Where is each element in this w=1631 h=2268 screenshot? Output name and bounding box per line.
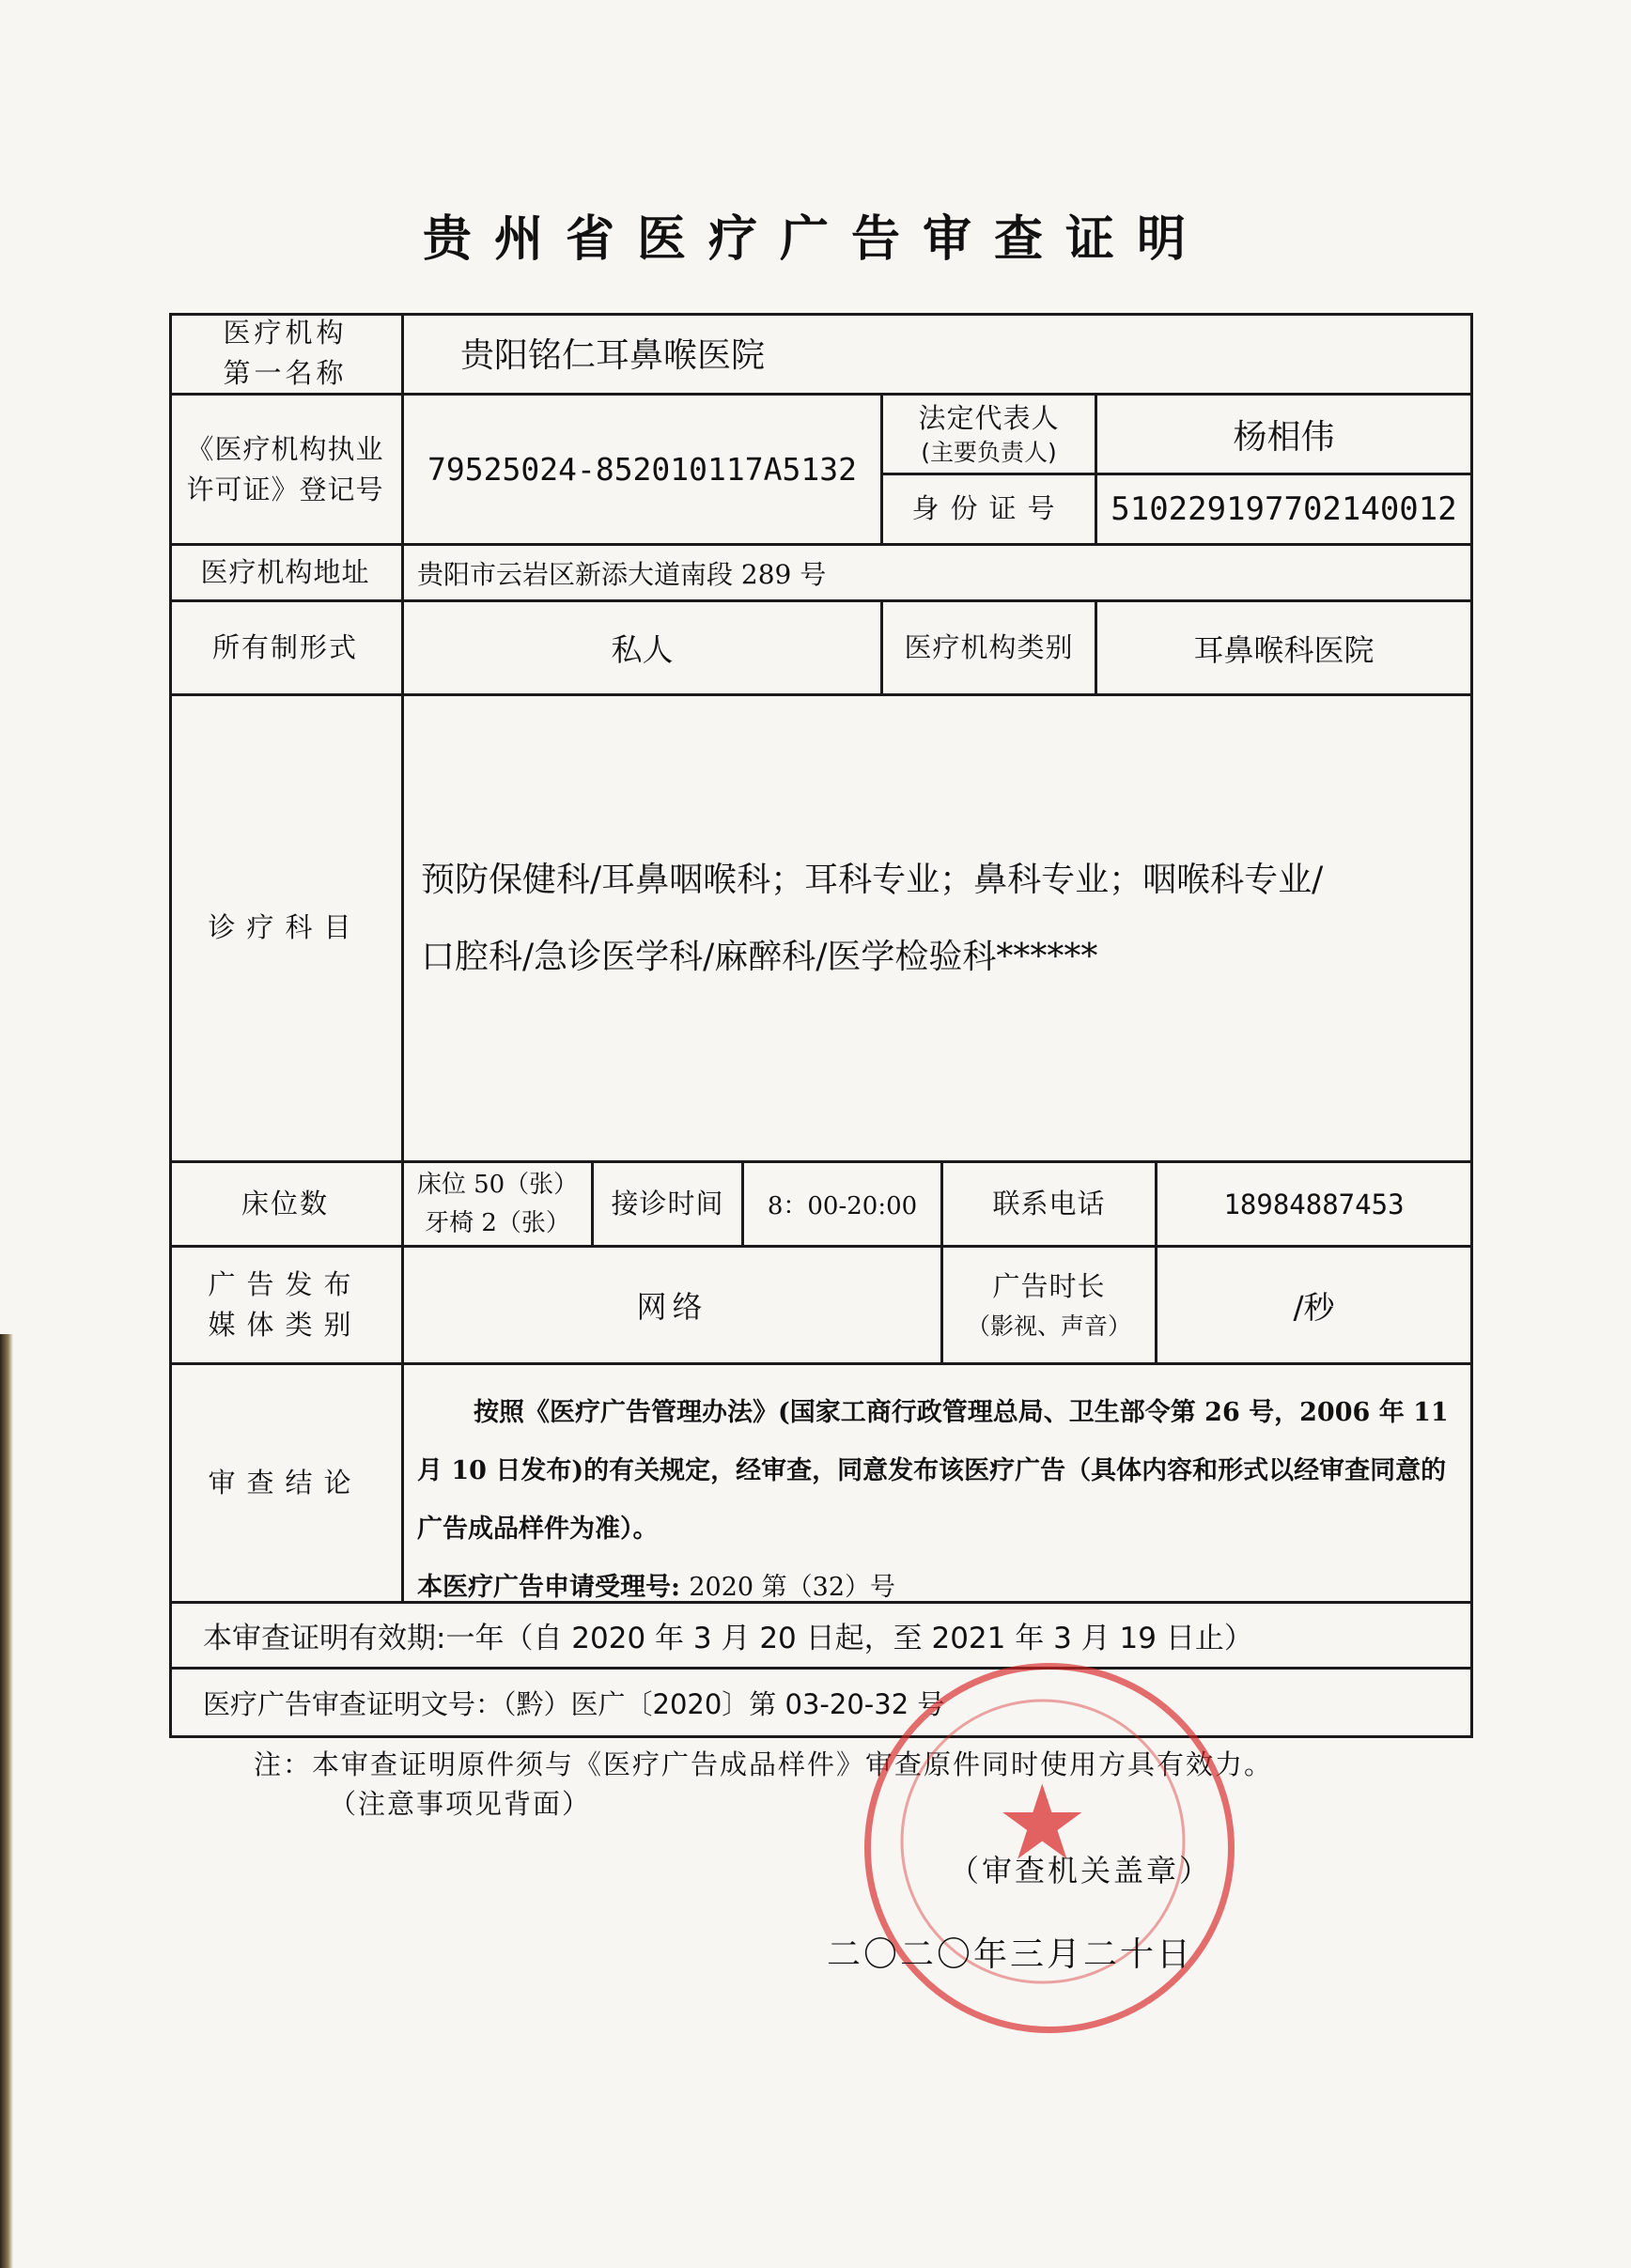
legal-rep-value: 杨相伟: [1233, 417, 1335, 457]
hours-label: 接诊时间: [594, 1163, 744, 1248]
beds-value-cell: [404, 1163, 594, 1248]
ownership-value-cell: [404, 602, 883, 696]
phone-value-cell: [1157, 1163, 1473, 1248]
institution-name-label-line1: 医疗机构: [223, 317, 348, 350]
ownership-label: 所有制形式: [169, 602, 404, 696]
license-label-line1: 《医疗机构执业: [186, 433, 384, 466]
page-edge-shadow: [0, 1334, 13, 2268]
departments-label: 诊疗科目: [169, 696, 404, 1163]
phone-value: 18984887453: [1223, 1188, 1405, 1220]
cert-number-text: 医疗广告审查证明文号：（黔）医广〔2020〕第 03-20-32 号: [203, 1687, 945, 1720]
institution-name-label-line2: 第一名称: [223, 356, 348, 389]
license-label: [169, 396, 404, 546]
conclusion-text: 按照《医疗广告管理办法》(国家工商行政管理总局、卫生部令第 26 号，2006 年 11 月 10 日发布)的有关规定，经审查，同意发布该医疗广告（具体内容和形式以经审查同意的广告成品样件为准）。: [417, 1398, 1449, 1544]
departments-line1: 预防保健科/耳鼻咽喉科；耳科专业；鼻科专业；咽喉科专业/: [421, 861, 1324, 899]
legal-rep-value-cell: [1097, 396, 1473, 475]
validity-text: 本审查证明有效期:一年（自 2020 年 3 月 20 日起，至 2021 年 3 月 19 日止）: [203, 1622, 1253, 1655]
beds-value-line2: 牙椅 2（张）: [425, 1208, 570, 1237]
media-value: 网络: [636, 1289, 708, 1325]
duration-value-cell: [1157, 1248, 1473, 1365]
departments-line2: 口腔科/急诊医学科/麻醉科/医学检验科******: [421, 938, 1098, 976]
application-number-label: 本医疗广告申请受理号:: [417, 1573, 680, 1602]
address-label: 医疗机构地址: [169, 546, 404, 602]
duration-label-line2: （影视、声音）: [966, 1313, 1131, 1341]
duration-label-line1: 广告时长: [992, 1269, 1106, 1302]
license-label-line2: 许可证》登记号: [186, 473, 384, 505]
institution-name-value: 贵阳铭仁耳鼻喉医院: [460, 336, 766, 375]
media-label-line2: 媒体类别: [208, 1309, 363, 1341]
media-value-cell: [404, 1248, 943, 1365]
application-number-value: 2020 第（32）号: [689, 1573, 896, 1602]
category-value-cell: [1097, 602, 1473, 696]
cert-number-cell: [169, 1670, 1473, 1738]
ownership-value: 私人: [611, 631, 674, 668]
category-value: 耳鼻喉科医院: [1193, 631, 1375, 668]
hours-value-cell: [744, 1163, 943, 1248]
legal-rep-label: [883, 396, 1097, 475]
address-value: 贵阳市云岩区新添大道南段 289 号: [417, 558, 827, 590]
departments-value-cell: [404, 696, 1473, 1163]
institution-name-value-cell: [404, 313, 1473, 396]
seal-label: （审查机关盖章）: [949, 1853, 1213, 1888]
license-value: 79525024-852010117A5132: [427, 451, 857, 488]
duration-label: [943, 1248, 1157, 1365]
legal-rep-label-line2: (主要负责人): [921, 438, 1057, 466]
id-number-value: 510229197702140012: [1111, 490, 1457, 528]
phone-label: 联系电话: [943, 1163, 1157, 1248]
beds-label: 床位数: [169, 1163, 404, 1248]
hours-value: 8：00-20:00: [767, 1192, 918, 1220]
note-line1: 注：本审查证明原件须与《医疗广告成品样件》审查原件同时使用方具有效力。: [254, 1748, 1274, 1780]
category-label: 医疗机构类别: [883, 602, 1097, 696]
legal-rep-label-line1: 法定代表人: [918, 401, 1060, 434]
media-label-line1: 广告发布: [208, 1267, 363, 1300]
conclusion-value-cell: [404, 1365, 1473, 1604]
duration-value: /秒: [1293, 1288, 1335, 1326]
license-value-cell: [404, 396, 883, 546]
address-value-cell: [404, 546, 1473, 602]
id-number-label: 身份证号: [883, 475, 1097, 546]
certificate-form: [169, 313, 1473, 1738]
beds-value-line1: 床位 50（张）: [416, 1171, 579, 1200]
issue-date: 二〇二〇年三月二十日: [827, 1935, 1194, 1974]
note-line2: （注意事项见背面）: [329, 1788, 592, 1820]
id-number-value-cell: [1097, 475, 1473, 546]
document-title: 贵州省医疗广告审查证明: [422, 210, 1208, 268]
conclusion-label: 审查结论: [169, 1365, 404, 1604]
institution-name-label: [169, 313, 404, 396]
seal-star-icon: ★: [996, 1763, 1089, 1883]
validity-cell: [169, 1604, 1473, 1670]
media-label: [169, 1248, 404, 1365]
